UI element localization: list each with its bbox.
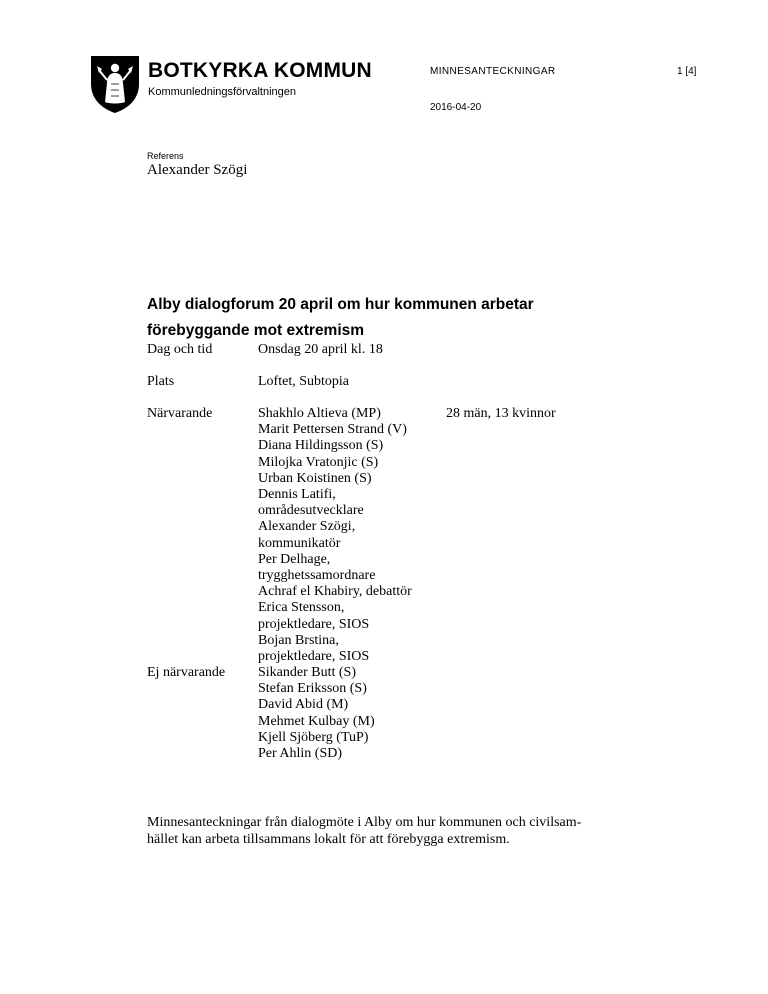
day-time-value: Onsdag 20 april kl. 18 [258,342,383,357]
body-line: hället kan arbeta tillsammans lokalt för att förebygga extremism. [147,832,510,847]
body-line: Minnesanteckningar från dialogmöte i Alby om hur kommunen och civilsam- [147,815,582,830]
attendance-counts: 28 män, 13 kvinnor [446,406,556,421]
list-item: projektledare, SIOS [258,616,370,632]
list-item: kommunikatör [258,535,341,551]
page-number: 1 [4] [677,66,697,77]
list-item: Achraf el Khabiry, debattör [258,584,412,600]
document-title: Alby dialogforum 20 april om hur kommunen arbetar förebyggande mot extremism [147,296,534,339]
list-item: Marit Pettersen Strand (V) [258,422,407,438]
present-list [258,406,412,665]
list-item: Diana Hildingsson (S) [258,438,384,454]
department-name: Kommunledningsförvaltningen [148,86,296,98]
document-date: 2016-04-20 [430,102,482,113]
absent-list [258,665,375,762]
botkyrka-coat-of-arms-icon [89,54,141,114]
list-item: Alexander Szögi, [258,519,356,535]
place-label: Plats [147,374,175,389]
list-item: Shakhlo Altieva (MP) [258,406,381,421]
list-item: Mehmet Kulbay (M) [258,713,375,729]
present-label: Närvarande [147,406,213,421]
list-item: trygghetssamordnare [258,568,376,584]
body-paragraph [147,814,647,848]
document-type: MINNESANTECKNINGAR [430,66,556,77]
list-item: Bojan Brstina, [258,632,339,648]
day-time-label: Dag och tid [147,342,213,357]
list-item: områdesutvecklare [258,503,364,519]
reference-label: Referens [147,151,184,161]
list-item: Stefan Eriksson (S) [258,681,367,697]
list-item: Erica Stensson, [258,600,345,616]
absent-label: Ej närvarande [147,665,226,680]
place-value: Loftet, Subtopia [258,374,349,389]
list-item: Urban Koistinen (S) [258,470,372,486]
reference-name: Alexander Szögi [147,162,248,178]
list-item: Per Ahlin (SD) [258,746,342,762]
list-item: projektledare, SIOS [258,649,370,665]
list-item: Milojka Vratonjic (S) [258,454,379,470]
list-item: Per Delhage, [258,551,331,567]
list-item: Sikander Butt (S) [258,665,356,680]
list-item: Kjell Sjöberg (TuP) [258,729,369,745]
list-item: David Abid (M) [258,697,349,713]
list-item: Dennis Latifi, [258,487,336,503]
organization-name: BOTKYRKA KOMMUN [148,59,372,82]
